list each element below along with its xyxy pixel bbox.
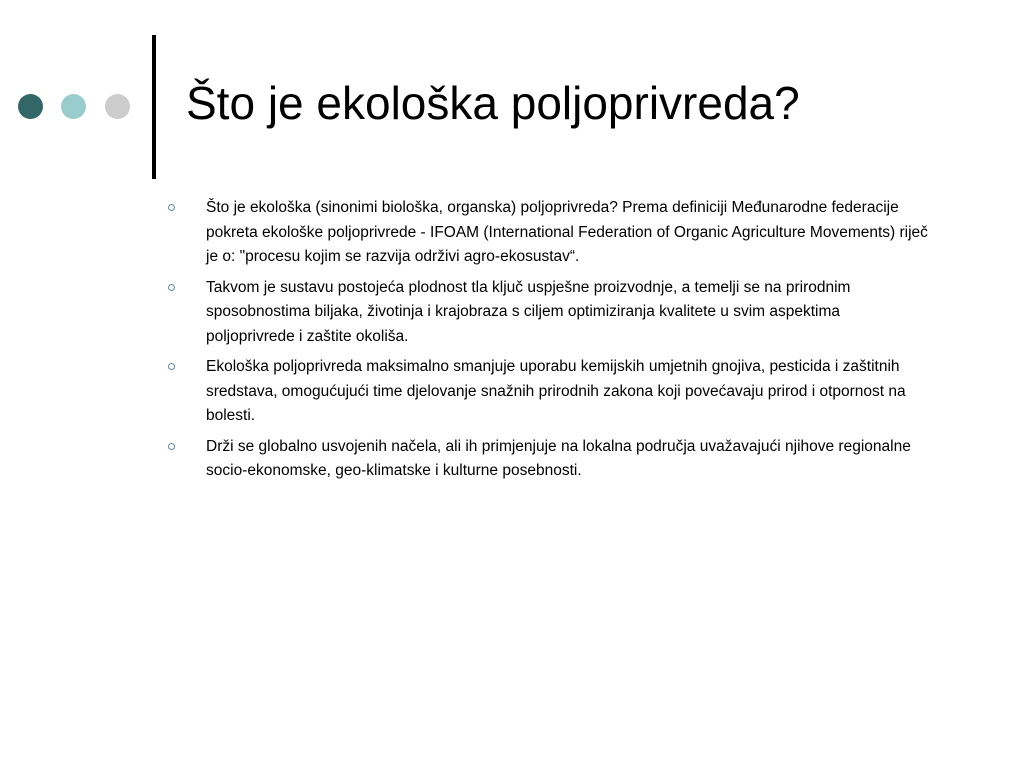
- bullet-text: Takvom je sustavu postojeća plodnost tla ključ uspješne proizvodnje, a temelji se na prirodnim sposobnostima biljaka, životinja i krajobraza s ciljem optimiziranja kvalitete u svim aspektima poljoprivrede i zaštite okoliša.: [206, 278, 851, 345]
- bullet-list: [168, 196, 928, 490]
- decorative-dot-grey: [105, 94, 130, 119]
- bullet-text: Drži se globalno usvojenih načela, ali ih primjenjuje na lokalna područja uvažavajući njihove regionalne socio-ekonomske, geo-klimatske i kulturne posebnosti.: [206, 437, 911, 479]
- hollow-circle-bullet-icon: [168, 204, 175, 211]
- hollow-circle-bullet-icon: [168, 443, 175, 450]
- bullet-text: Što je ekološka (sinonimi biološka, organska) poljoprivreda? Prema definiciji Međunarodne federacije pokreta ekološke poljoprivrede - IFOAM (International Federation of Organic Agriculture Movements) riječ je o: "procesu kojim se razvija održivi agro-ekosustav“.: [206, 199, 928, 265]
- decorative-dot-dark-teal: [18, 94, 43, 119]
- bullet-item: [168, 355, 928, 429]
- bullet-text: Ekološka poljoprivreda maksimalno smanjuje uporabu kemijskih umjetnih gnojiva, pesticida i zaštitnih sredstava, omogućujući time djelovanje snažnih prirodnih zakona koji povećavaju prirod i otpornost na bolesti.: [206, 358, 906, 424]
- hollow-circle-bullet-icon: [168, 284, 175, 291]
- decorative-dot-light-teal: [61, 94, 86, 119]
- hollow-circle-bullet-icon: [168, 363, 175, 370]
- bullet-item: [168, 276, 928, 350]
- slide-title: Što je ekološka poljoprivreda?: [186, 77, 800, 129]
- bullet-item: [168, 435, 928, 484]
- bullet-item: [168, 196, 928, 270]
- title-divider-line: [152, 35, 156, 179]
